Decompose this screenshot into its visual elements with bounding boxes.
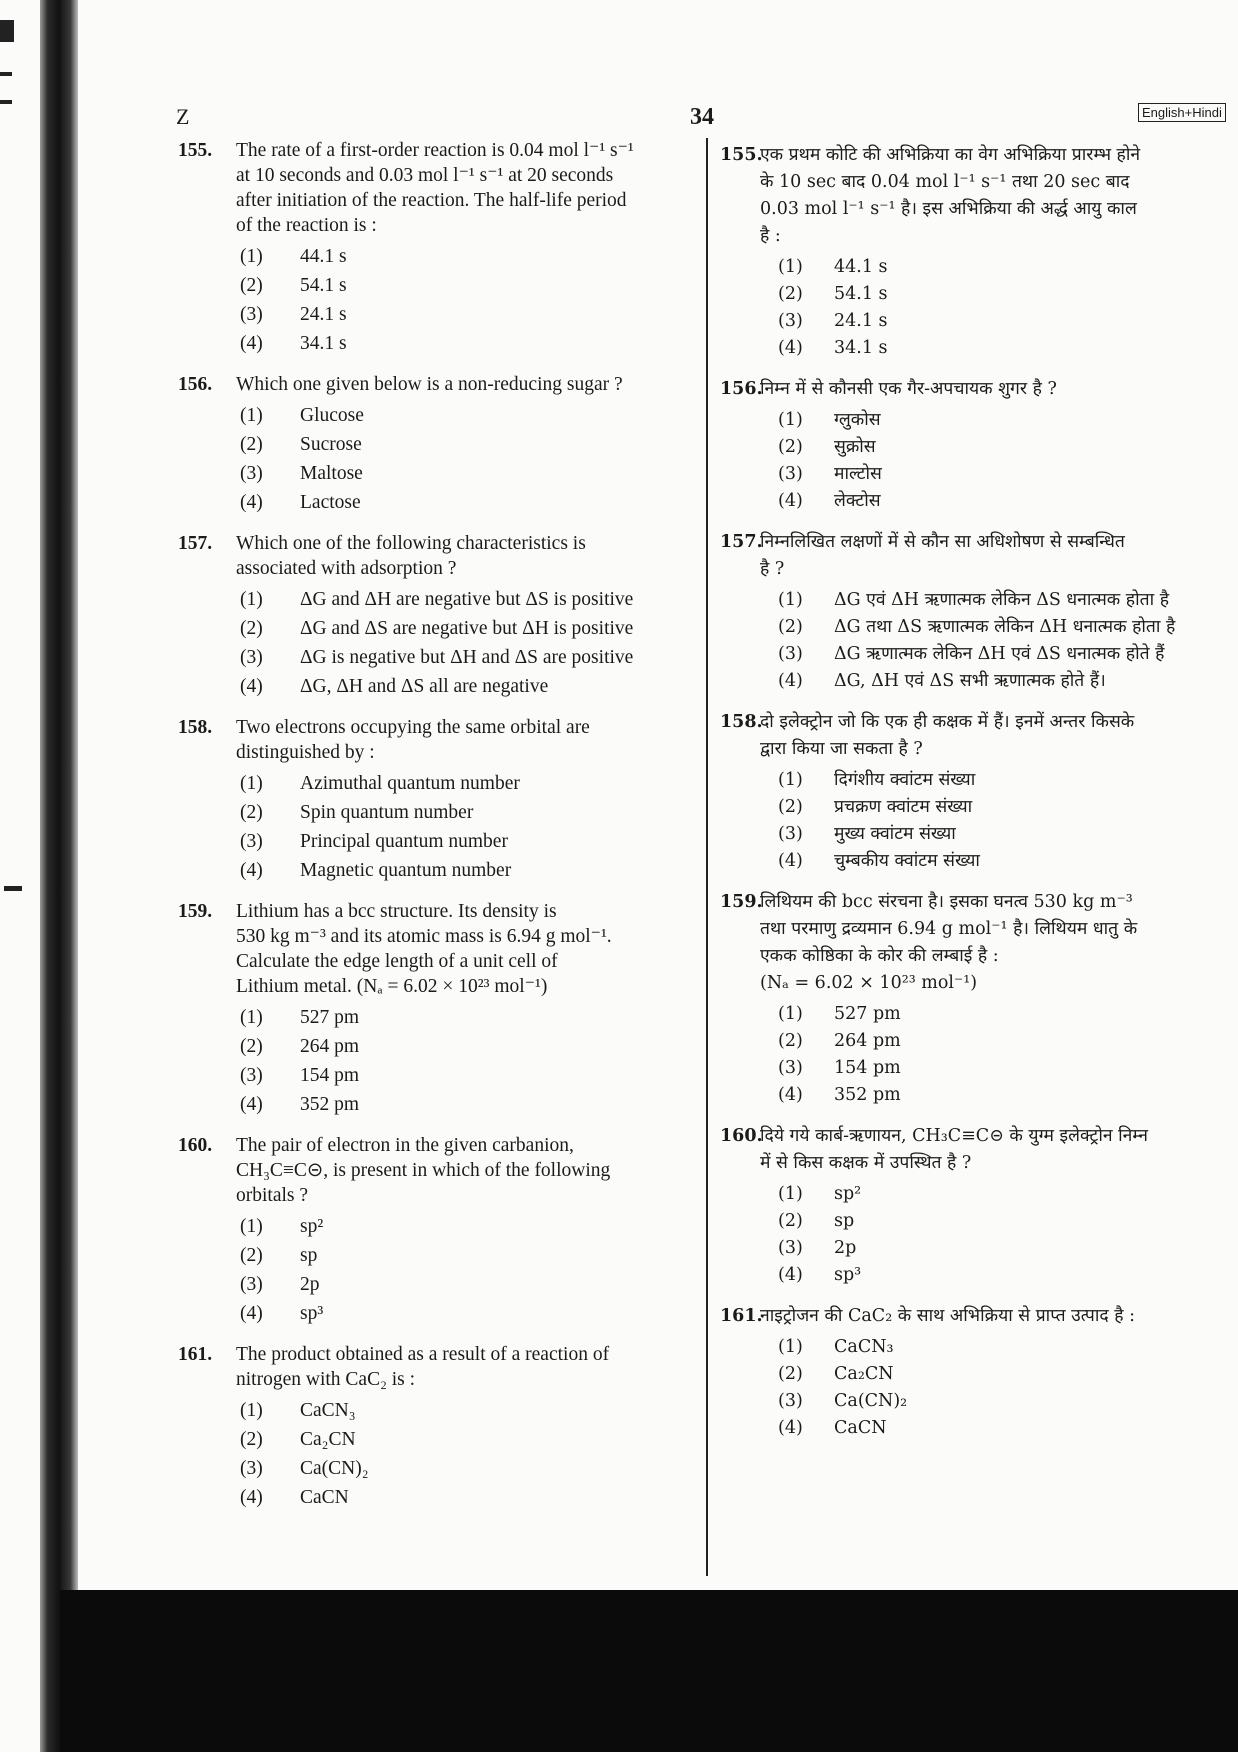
option-text: चुम्बकीय क्वांटम संख्या [834,851,980,871]
question-160 [720,1123,1238,1289]
question-number: 156. [178,374,213,395]
option-1 [240,585,708,614]
options-list [778,1001,1238,1109]
option-number: (4) [240,492,263,513]
option-2 [240,1032,708,1061]
option-number: (3) [240,831,263,852]
question-number: 157. [178,533,213,554]
option-number: (2) [778,1364,803,1384]
option-1 [240,401,708,430]
question-text [760,709,1238,763]
option-text: CaCN₃ [300,1400,356,1421]
english-column [178,138,708,1526]
option-number: (2) [240,618,263,639]
option-number: (4) [240,1303,263,1324]
question-text [236,715,708,765]
option-number: (1) [778,1004,803,1024]
options-list [240,585,708,701]
option-text: 34.1 s [834,338,888,358]
question-text [760,1303,1238,1330]
question-text-line: The rate of a first-order reaction is 0.04 mol l⁻¹ s⁻¹ [236,140,634,161]
question-text-line: Which one of the following characteristics is [236,533,586,554]
option-3 [778,461,1238,488]
option-text: CaCN [300,1487,349,1508]
question-text-line: The pair of electron in the given carbanion, [236,1135,574,1156]
option-number: (3) [240,1065,263,1086]
option-text: माल्टोस [834,464,882,484]
option-number: (3) [778,824,803,844]
option-text: sp² [300,1216,324,1237]
question-text-line: के 10 sec बाद 0.04 mol l⁻¹ s⁻¹ तथा 20 sec बाद [760,172,1130,192]
option-number: (1) [778,1184,803,1204]
hindi-column [720,142,1238,1456]
option-text: 34.1 s [300,333,347,354]
question-155 [178,138,708,358]
option-2 [240,614,708,643]
option-number: (3) [778,311,803,331]
option-number: (3) [240,463,263,484]
question-text-line: तथा परमाणु द्रव्यमान 6.94 g mol⁻¹ है। लिथियम धातु के [760,919,1138,939]
option-number: (2) [240,1245,263,1266]
option-number: (1) [240,773,263,794]
question-text-line: दो इलेक्ट्रोन जो कि एक ही कक्षक में हैं। इनमें अन्तर किसके [760,712,1135,732]
option-number: (2) [778,1031,803,1051]
option-text: मुख्य क्वांटम संख्या [834,824,956,844]
option-number: (1) [778,590,803,610]
option-3 [778,1235,1238,1262]
question-text [760,142,1238,250]
option-1 [778,587,1238,614]
question-text-line: निम्न में से कौनसी एक गैर-अपचायक शुगर है ? [760,379,1057,399]
option-text: Magnetic quantum number [300,860,512,881]
option-3 [778,641,1238,668]
option-number: (4) [778,491,803,511]
option-4 [240,329,708,358]
option-number: (3) [778,1391,803,1411]
option-1 [240,1212,708,1241]
option-number: (2) [240,434,263,455]
question-text-line: CH₃C≡C⊝, is present in which of the following [236,1160,611,1181]
option-text: Ca₂CN [300,1429,356,1450]
question-text [236,899,708,999]
question-number: 155. [720,145,763,165]
options-list [240,401,708,517]
option-2 [778,794,1238,821]
option-text: प्रचक्रण क्वांटम संख्या [834,797,973,817]
option-text: ग्लुकोस [834,410,881,430]
question-number: 158. [720,712,763,732]
option-text: 352 pm [300,1094,360,1115]
option-number: (1) [778,410,803,430]
option-text: 44.1 s [300,246,347,267]
option-1 [778,407,1238,434]
question-text-line: after initiation of the reaction. The half-life period [236,190,627,211]
option-number: (1) [778,770,803,790]
option-number: (1) [240,1007,263,1028]
question-number: 159. [178,901,213,922]
question-text-line: है : [760,226,781,246]
option-3 [778,1055,1238,1082]
option-3 [240,1061,708,1090]
option-2 [240,430,708,459]
option-2 [778,614,1238,641]
option-text: ΔG and ΔS are negative but ΔH is positive [300,618,634,639]
option-number: (2) [240,275,263,296]
question-156 [178,372,708,517]
option-4 [778,1415,1238,1442]
option-number: (3) [240,1458,263,1479]
options-list [778,767,1238,875]
question-159 [178,899,708,1119]
question-161 [720,1303,1238,1442]
option-number: (1) [240,246,263,267]
options-list [778,254,1238,362]
option-number: (4) [240,1487,263,1508]
option-4 [240,1483,708,1512]
option-text: sp³ [834,1265,862,1285]
option-4 [240,856,708,885]
option-number: (4) [778,1085,803,1105]
option-text: 264 pm [834,1031,901,1051]
question-156 [720,376,1238,515]
option-1 [778,1001,1238,1028]
option-text: 2p [834,1238,857,1258]
option-text: 24.1 s [834,311,888,331]
question-text [236,372,708,397]
option-number: (2) [778,1211,803,1231]
option-2 [240,798,708,827]
options-list [778,407,1238,515]
question-text-line: orbitals ? [236,1185,309,1206]
option-text: Ca₂CN [834,1364,894,1384]
option-number: (3) [778,1238,803,1258]
question-text-line: एकक कोष्ठिका के कोर की लम्बाई है : [760,946,999,966]
question-text-line: at 10 seconds and 0.03 mol l⁻¹ s⁻¹ at 20 seconds [236,165,614,186]
question-text-line: दिये गये कार्ब-ऋणायन, CH₃C≡C⊝ के युग्म इलेक्ट्रोन निम्न [760,1126,1148,1146]
option-number: (1) [240,1400,263,1421]
question-161 [178,1342,708,1512]
question-number: 160. [720,1126,763,1146]
option-text: 54.1 s [300,275,347,296]
option-text: 264 pm [300,1036,360,1057]
option-3 [240,827,708,856]
option-number: (3) [240,1274,263,1295]
option-number: (2) [240,1036,263,1057]
options-list [240,1212,708,1328]
option-number: (2) [778,617,803,637]
option-2 [778,434,1238,461]
question-number: 157. [720,532,763,552]
option-2 [240,1241,708,1270]
option-text: Principal quantum number [300,831,508,852]
option-4 [240,1299,708,1328]
option-text: 527 pm [300,1007,360,1028]
question-text-line: Lithium has a bcc structure. Its density is [236,901,557,922]
option-number: (4) [778,1418,803,1438]
option-number: (4) [778,338,803,358]
question-number: 158. [178,717,213,738]
option-1 [778,254,1238,281]
option-text: 24.1 s [300,304,347,325]
option-text: ΔG is negative but ΔH and ΔS are positive [300,647,634,668]
option-number: (1) [240,589,263,610]
options-list [778,1181,1238,1289]
question-number: 156. [720,379,763,399]
question-number: 159. [720,892,763,912]
question-158 [720,709,1238,875]
option-text: sp³ [300,1303,324,1324]
option-2 [778,281,1238,308]
options-list [240,1396,708,1512]
option-number: (2) [240,802,263,823]
option-2 [778,1361,1238,1388]
option-text: 44.1 s [834,257,888,277]
option-text: लेक्टोस [834,491,881,511]
option-text: ΔG एवं ΔH ऋणात्मक लेकिन ΔS धनात्मक होता है [834,590,1169,610]
question-number: 161. [720,1306,763,1326]
option-1 [240,1003,708,1032]
option-1 [240,769,708,798]
question-text [760,1123,1238,1177]
question-text-line: The product obtained as a result of a reaction of [236,1344,610,1365]
option-1 [778,1181,1238,1208]
option-text: Lactose [300,492,361,513]
option-3 [778,308,1238,335]
options-list [778,1334,1238,1442]
question-text-line: Lithium metal. (Nₐ = 6.02 × 10²³ mol⁻¹) [236,976,548,997]
option-text: ΔG and ΔH are negative but ΔS is positive [300,589,634,610]
option-3 [240,1454,708,1483]
question-text [760,376,1238,403]
option-number: (2) [778,284,803,304]
option-number: (4) [240,860,263,881]
option-2 [778,1208,1238,1235]
scan-bottom-band [60,1590,1238,1752]
option-4 [778,1262,1238,1289]
option-number: (4) [778,671,803,691]
option-text: ΔG ऋणात्मक लेकिन ΔH एवं ΔS धनात्मक होते हैं [834,644,1165,664]
option-number: (3) [778,1058,803,1078]
question-text-line: Two electrons occupying the same orbital are [236,717,590,738]
option-4 [778,488,1238,515]
question-text [760,529,1238,583]
option-text: 352 pm [834,1085,901,1105]
option-3 [240,300,708,329]
option-text: ΔG तथा ΔS ऋणात्मक लेकिन ΔH धनात्मक होता है [834,617,1176,637]
question-number: 160. [178,1135,213,1156]
option-number: (4) [240,333,263,354]
option-text: 154 pm [834,1058,901,1078]
question-text-line: Which one given below is a non-reducing sugar ? [236,374,623,395]
question-text-line: 530 kg m⁻³ and its atomic mass is 6.94 g mol⁻¹. [236,926,612,947]
option-4 [778,848,1238,875]
question-text-line: निम्नलिखित लक्षणों में से कौन सा अधिशोषण से सम्बन्धित [760,532,1125,552]
option-number: (4) [240,1094,263,1115]
option-text: सुक्रोस [834,437,876,457]
options-list [240,769,708,885]
question-text-line: Calculate the edge length of a unit cell of [236,951,558,972]
option-number: (3) [240,304,263,325]
question-text-line: नाइट्रोजन की CaC₂ के साथ अभिक्रिया से प्राप्त उत्पाद है : [760,1306,1135,1326]
question-text-line: associated with adsorption ? [236,558,457,579]
option-text: sp [300,1245,318,1266]
question-155 [720,142,1238,362]
question-text-line: लिथियम की bcc संरचना है। इसका घनत्व 530 kg m⁻³ [760,892,1133,912]
option-number: (2) [778,437,803,457]
question-number: 155. [178,140,213,161]
option-text: दिगंशीय क्वांटम संख्या [834,770,976,790]
option-text: Maltose [300,463,363,484]
question-text-line: द्वारा किया जा सकता है ? [760,739,923,759]
question-text [236,1133,708,1208]
option-4 [778,668,1238,695]
question-159 [720,889,1238,1109]
question-text-line: है ? [760,559,785,579]
option-number: (1) [240,1216,263,1237]
option-text: Ca(CN)₂ [834,1391,908,1411]
option-text: ΔG, ΔH एवं ΔS सभी ऋणात्मक होते हैं। [834,671,1106,691]
question-157 [178,531,708,701]
option-number: (3) [778,464,803,484]
question-text-line: में से किस कक्षक में उपस्थित है ? [760,1153,972,1173]
question-160 [178,1133,708,1328]
language-badge: English+Hindi [1138,103,1226,122]
option-2 [240,1425,708,1454]
options-list [240,242,708,358]
option-text: sp [834,1211,855,1231]
question-text-line: (Nₐ = 6.02 × 10²³ mol⁻¹) [760,973,978,993]
question-text [236,1342,708,1392]
option-text: CaCN [834,1418,887,1438]
option-4 [240,488,708,517]
option-text: Azimuthal quantum number [300,773,520,794]
page-number: 34 [690,104,714,130]
option-2 [240,271,708,300]
option-1 [240,242,708,271]
scan-binding-edge [40,0,78,1752]
option-1 [778,767,1238,794]
question-text-line: nitrogen with CaC₂ is : [236,1369,416,1390]
option-4 [240,1090,708,1119]
question-number: 161. [178,1344,213,1365]
option-4 [240,672,708,701]
question-text-line: distinguished by : [236,742,375,763]
option-2 [778,1028,1238,1055]
option-number: (2) [240,1429,263,1450]
option-text: 527 pm [834,1004,901,1024]
option-number: (1) [240,405,263,426]
option-number: (3) [778,644,803,664]
option-text: Glucose [300,405,364,426]
question-158 [178,715,708,885]
question-text-line: 0.03 mol l⁻¹ s⁻¹ है। इस अभिक्रिया की अर्द्ध आयु काल [760,199,1137,219]
option-number: (3) [240,647,263,668]
question-text [236,531,708,581]
option-1 [240,1396,708,1425]
option-3 [240,1270,708,1299]
question-text-line: एक प्रथम कोटि की अभिक्रिया का वेग अभिक्रिया प्रारम्भ होने [760,145,1141,165]
question-157 [720,529,1238,695]
option-text: CaCN₃ [834,1337,894,1357]
option-number: (1) [778,257,803,277]
question-text-line: of the reaction is : [236,215,377,236]
option-number: (4) [240,676,263,697]
option-text: 54.1 s [834,284,888,304]
option-text: Sucrose [300,434,362,455]
option-number: (4) [778,1265,803,1285]
option-number: (2) [778,797,803,817]
option-text: 2p [300,1274,320,1295]
option-text: sp² [834,1184,862,1204]
option-3 [778,821,1238,848]
options-list [240,1003,708,1119]
option-4 [778,335,1238,362]
option-3 [240,643,708,672]
question-text [236,138,708,238]
option-text: Spin quantum number [300,802,474,823]
option-3 [778,1388,1238,1415]
paper-code: Z [176,104,190,129]
question-text [760,889,1238,997]
options-list [778,587,1238,695]
option-text: 154 pm [300,1065,360,1086]
option-3 [240,459,708,488]
option-text: ΔG, ΔH and ΔS all are negative [300,676,549,697]
option-text: Ca(CN)₂ [300,1458,369,1479]
option-number: (4) [778,851,803,871]
option-4 [778,1082,1238,1109]
option-1 [778,1334,1238,1361]
option-number: (1) [778,1337,803,1357]
